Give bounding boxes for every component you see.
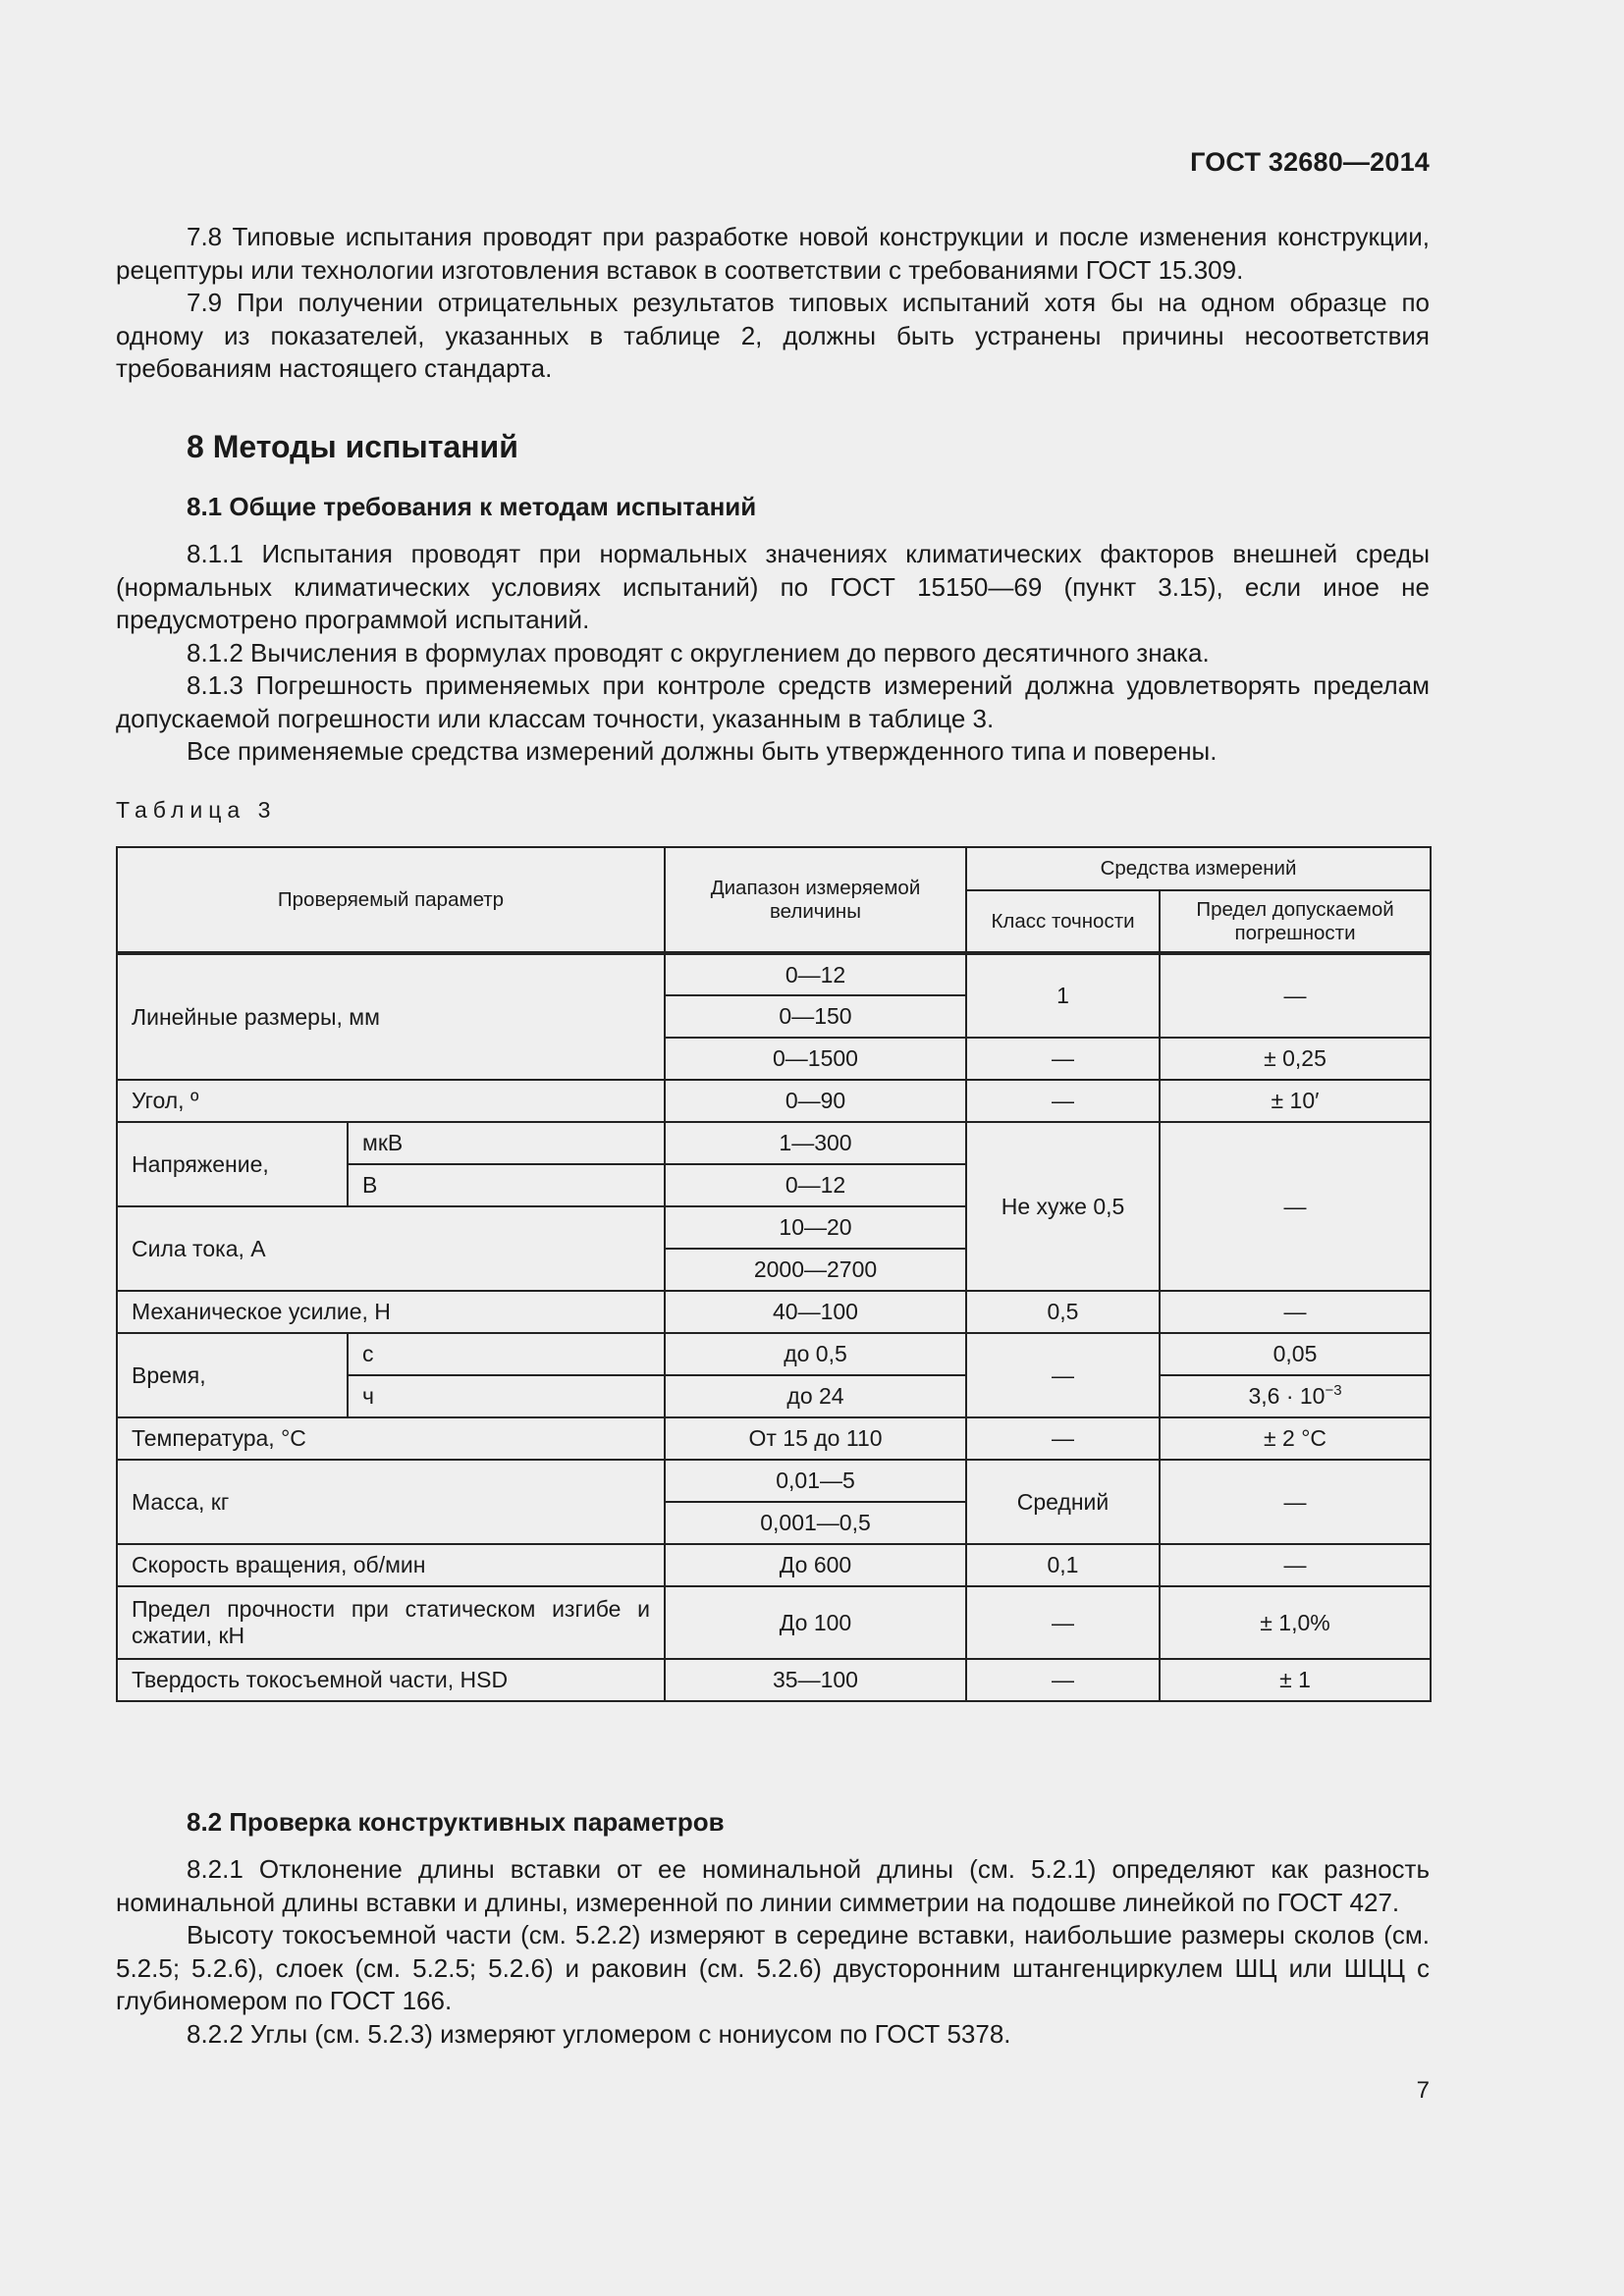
cell-lin-lim3: ± 0,25 (1160, 1038, 1431, 1080)
paragraph-7-8: 7.8 Типовые испытания проводят при разработке новой конструкции и после изменения конструкции, рецептуры или технологии изготовления вставок в соответствии с требованиями ГОСТ 15.309. (116, 222, 1430, 285)
cell-time: Время, (117, 1333, 348, 1417)
cell-time-r1: до 0,5 (665, 1333, 966, 1375)
cell-lin-class3: — (966, 1038, 1160, 1080)
time-lim2-exponent: −3 (1325, 1382, 1342, 1399)
cell-cur-r2: 2000—2700 (665, 1249, 966, 1291)
cell-time-class: — (966, 1333, 1160, 1417)
cell-force-class: 0,5 (966, 1291, 1160, 1333)
cell-hard: Твердость токосъемной части, HSD (117, 1659, 665, 1701)
cell-strength-class: — (966, 1586, 1160, 1659)
cell-angle-lim: ± 10′ (1160, 1080, 1431, 1122)
cell-mass-lim: — (1160, 1460, 1431, 1544)
cell-mass-class: Средний (966, 1460, 1160, 1544)
page-number: 7 (1416, 2077, 1430, 2104)
cell-strength-r: До 100 (665, 1586, 966, 1659)
cell-speed-lim: — (1160, 1544, 1431, 1586)
cell-hard-class: — (966, 1659, 1160, 1701)
cell-angle-class: — (966, 1080, 1160, 1122)
time-lim2-base: 3,6 · 10 (1248, 1383, 1326, 1409)
header-param: Проверяемый параметр (117, 847, 665, 953)
header-class: Класс точности (966, 890, 1160, 953)
paragraph-8-2-1: 8.2.1 Отклонение длины вставки от ее номинальной длины (см. 5.2.1) определяют как разность номинальной длины вставки и длины, измеренной по линии симметрии на подошве линейкой по ГОСТ 427. (116, 1854, 1430, 1917)
cell-volt-r2: 0—12 (665, 1164, 966, 1206)
standard-code: ГОСТ 32680—2014 (1190, 147, 1430, 177)
cell-time-r2: до 24 (665, 1375, 966, 1417)
cell-lin-r3: 0—1500 (665, 1038, 966, 1080)
cell-voltage: Напряжение, (117, 1122, 348, 1206)
document-page (116, 0, 1430, 2296)
cell-mass: Масса, кг (117, 1460, 665, 1544)
cell-speed-r: До 600 (665, 1544, 966, 1586)
section-8-title: 8 Методы испытаний (187, 429, 518, 464)
cell-elec-lim: — (1160, 1122, 1431, 1291)
cell-hard-r: 35—100 (665, 1659, 966, 1701)
cell-speed-class: 0,1 (966, 1544, 1160, 1586)
cell-lin-lim12: — (1160, 953, 1431, 1038)
cell-hard-lim: ± 1 (1160, 1659, 1431, 1701)
cell-current: Сила тока, А (117, 1206, 665, 1291)
cell-angle-r: 0—90 (665, 1080, 966, 1122)
cell-lin-r1: 0—12 (665, 953, 966, 995)
paragraph-8-1-3: 8.1.3 Погрешность применяемых при контроле средств измерений должна удовлетворять пределам допускаемой погрешности или классам точности, указанным в таблице 3. (116, 670, 1430, 733)
cell-temp-class: — (966, 1417, 1160, 1460)
cell-mass-r2: 0,001—0,5 (665, 1502, 966, 1544)
cell-temp-lim: ± 2 °С (1160, 1417, 1431, 1460)
table-3 (116, 846, 1432, 1702)
cell-angle: Угол, º (117, 1080, 665, 1122)
cell-volt-r1: 1—300 (665, 1122, 966, 1164)
cell-lin-r2: 0—150 (665, 995, 966, 1038)
section-8-1-body (116, 538, 1430, 769)
cell-lin-class12: 1 (966, 953, 1160, 1038)
section-8-2-body (116, 1853, 1430, 2051)
paragraph-8-1-1: 8.1.1 Испытания проводят при нормальных значениях климатических факторов внешней среды (нормальных климатических условиях испытаний) по ГОСТ 15150—69 (пункт 3.15), если иное не предусмотрено программой испытаний. (116, 539, 1430, 634)
cell-temp-r: От 15 до 110 (665, 1417, 966, 1460)
paragraph-8-1-4: Все применяемые средства измерений должны быть утвержденного типа и поверены. (187, 736, 1218, 766)
cell-force-r: 40—100 (665, 1291, 966, 1333)
paragraph-8-2-2: 8.2.2 Углы (см. 5.2.3) измеряют угломером с нониусом по ГОСТ 5378. (187, 2018, 1011, 2049)
cell-elec-class: Не хуже 0,5 (966, 1122, 1160, 1291)
paragraph-8-1-2: 8.1.2 Вычисления в формулах проводят с округлением до первого десятичного знака. (187, 637, 1210, 667)
cell-cur-r1: 10—20 (665, 1206, 966, 1249)
cell-volt-u2: В (348, 1164, 665, 1206)
header-range: Диапазон измеряемой величины (665, 847, 966, 953)
table-caption: Таблица 3 (116, 797, 277, 823)
cell-force: Механическое усилие, Н (117, 1291, 665, 1333)
cell-time-lim2 (1160, 1375, 1431, 1417)
header-limit: Предел допускаемой погрешности (1160, 890, 1431, 953)
cell-time-u2: ч (348, 1375, 665, 1417)
paragraph-8-2-1b: Высоту токосъемной части (см. 5.2.2) измеряют в середине вставки, наибольшие размеры сколов (см. 5.2.5; 5.2.6), слоек (см. 5.2.5; 5.2.6) и раковин (см. 5.2.6) двусторонним штангенциркулем ШЦ или ШЦЦ с глубиномером по ГОСТ 166. (116, 1920, 1430, 2015)
cell-time-lim1: 0,05 (1160, 1333, 1431, 1375)
header-means: Средства измерений (966, 847, 1431, 890)
cell-temp: Температура, °С (117, 1417, 665, 1460)
cell-force-lim: — (1160, 1291, 1431, 1333)
cell-speed: Скорость вращения, об/мин (117, 1544, 665, 1586)
cell-mass-r1: 0,01—5 (665, 1460, 966, 1502)
section-8-2-title: 8.2 Проверка конструктивных параметров (187, 1807, 725, 1837)
cell-strength-lim: ± 1,0% (1160, 1586, 1431, 1659)
cell-linear: Линейные размеры, мм (117, 953, 665, 1080)
cell-time-u1: с (348, 1333, 665, 1375)
intro-block (116, 221, 1430, 386)
section-8-1-title: 8.1 Общие требования к методам испытаний (187, 492, 757, 521)
paragraph-7-9: 7.9 При получении отрицательных результатов типовых испытаний хотя бы на одном образце по одному из показателей, указанных в таблице 2, должны быть устранены причины несоответствия требованиям настоящего стандарта. (116, 288, 1430, 383)
cell-volt-u1: мкВ (348, 1122, 665, 1164)
cell-strength: Предел прочности при статическом изгибе и сжатии, кН (117, 1586, 665, 1659)
